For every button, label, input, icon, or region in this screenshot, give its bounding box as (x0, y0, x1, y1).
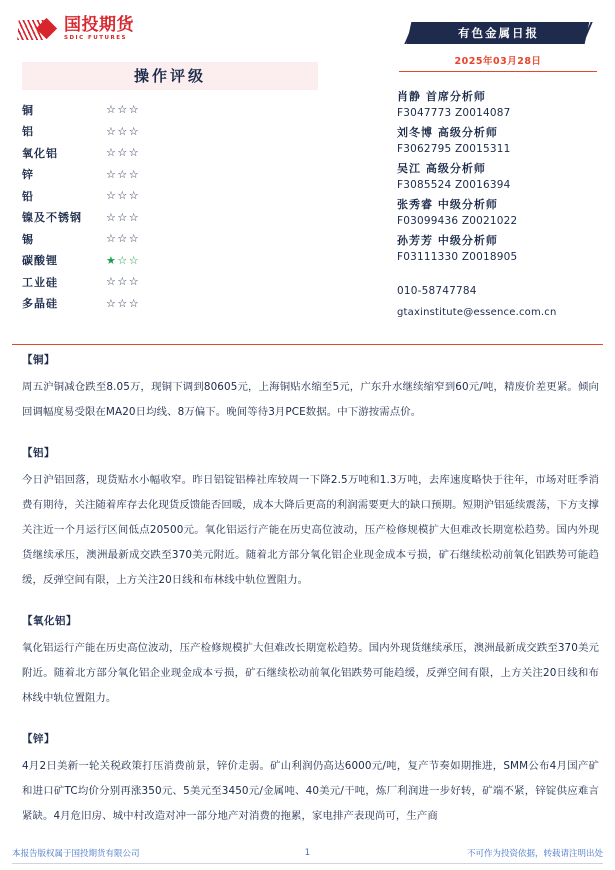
analyst-license-code: F03111330 Z0018905 (397, 251, 518, 263)
operation-rating-panel (22, 62, 318, 314)
rating-metal-name: 镍及不锈钢 (22, 211, 82, 225)
rating-metal-name: 氧化铝 (22, 146, 58, 160)
report-section (22, 445, 599, 593)
rating-row (22, 293, 318, 315)
star-hollow-icon: ☆ (128, 296, 141, 310)
section-paragraph: 氧化铝运行产能在历史高位波动，压产检修规模扩大但难改长期宽松趋势。国内外现货继续承压，澳洲最新成交跌至370美元附近。随着北方部分氧化铝企业现金成本亏损，矿石继续松动前氧化铝跌势可能趋缓，反弹空间有限，上方关注20日线和布林线中轨位置阻力。 (22, 642, 599, 704)
star-hollow-icon: ☆ (117, 275, 129, 289)
star-hollow-icon: ☆ (128, 232, 141, 246)
company-logo (18, 17, 134, 42)
analyst-name: 孙芳芳 中级分析师 (397, 234, 498, 247)
rating-row (22, 207, 318, 229)
star-hollow-icon: ☆ (106, 210, 118, 224)
rating-metal-name: 铝 (22, 125, 34, 139)
section-heading: 【铜】 (22, 354, 55, 366)
star-hollow-icon: ☆ (106, 232, 118, 246)
star-hollow-icon: ☆ (128, 103, 141, 117)
rating-stars (106, 275, 140, 288)
rating-stars (106, 189, 140, 202)
star-hollow-icon: ☆ (128, 275, 141, 289)
report-date: 2025年03月28日 (399, 53, 597, 72)
star-hollow-icon: ☆ (128, 167, 141, 181)
rating-stars (106, 168, 140, 181)
rating-row-list (22, 99, 318, 314)
star-hollow-icon: ☆ (117, 210, 129, 224)
star-hollow-icon: ☆ (117, 189, 129, 203)
badge-right-tick (581, 22, 592, 44)
report-section (22, 613, 599, 711)
rating-metal-name: 铅 (22, 189, 34, 203)
rating-metal-name: 工业硅 (22, 275, 58, 289)
rating-stars (106, 297, 140, 310)
analyst-license-code: F3047773 Z0014087 (397, 107, 511, 119)
logo-name-en: SDIC FUTURES (64, 35, 127, 41)
analyst-name: 吴江 高级分析师 (397, 162, 486, 175)
logo-text (64, 17, 134, 42)
star-hollow-icon: ☆ (128, 210, 141, 224)
analyst-license-code: F3062795 Z0015311 (397, 143, 511, 155)
rating-metal-name: 锌 (22, 168, 34, 182)
report-title-block (399, 22, 597, 72)
rating-metal-name: 多晶硅 (22, 297, 58, 311)
star-hollow-icon: ☆ (106, 124, 118, 138)
section-heading: 【氧化铝】 (22, 615, 77, 627)
report-body (22, 352, 599, 844)
rating-row (22, 164, 318, 186)
rating-panel-title: 操作评级 (22, 62, 318, 90)
analyst-license-code: F3085524 Z0016394 (397, 179, 511, 191)
star-hollow-icon: ☆ (128, 189, 141, 203)
star-hollow-icon: ☆ (106, 189, 118, 203)
contact-phone[interactable]: 010-58747784 (397, 285, 477, 297)
rating-stars (106, 211, 140, 224)
star-hollow-icon: ☆ (106, 167, 118, 181)
rating-row (22, 228, 318, 250)
star-hollow-icon: ☆ (117, 124, 129, 138)
rating-row (22, 185, 318, 207)
rating-row (22, 142, 318, 164)
section-paragraph: 4月2日美新一轮关税政策打压消费前景，锌价走弱。矿山利润仍高达6000元/吨，复产节奏如期推进，SMM公布4月国产矿和进口矿TC均价分别再涨350元、5美元至3450元/金属吨、40美元/干吨，炼厂利润进一步好转，矿端不紧，锌锭供应难言紧缺。4月危旧房、城中村改造对冲一部分地产对消费的拖累，家电排产表现尚可，生产商 (22, 760, 599, 822)
star-hollow-icon: ☆ (117, 232, 129, 246)
star-hollow-icon: ☆ (106, 275, 118, 289)
contact-email[interactable]: gtaxinstitute@essence.com.cn (397, 307, 557, 318)
rating-row (22, 250, 318, 272)
page-header (0, 0, 615, 67)
rating-stars (106, 254, 140, 267)
star-hollow-icon: ☆ (128, 124, 141, 138)
badge-left-tick (404, 22, 415, 44)
page-footer (12, 843, 603, 864)
rating-row (22, 271, 318, 293)
section-heading: 【铝】 (22, 447, 55, 459)
star-hollow-icon: ☆ (117, 296, 129, 310)
analyst-license-code: F03099436 Z0021022 (397, 215, 518, 227)
rating-stars (106, 232, 140, 245)
star-hollow-icon: ☆ (117, 167, 129, 181)
star-hollow-icon: ☆ (117, 146, 129, 160)
star-filled-icon: ★ (106, 253, 118, 267)
section-paragraph: 今日沪铝回落，现货贴水小幅收窄。昨日铝锭铝棒社库较周一下降2.5万吨和1.3万吨，去库速度略快于往年，市场对旺季消费有期待，关注随着库存去化现货反馈能否回暖，成本大降后更高的利润需要更大的缺口预期。短期沪铝延续震荡，下方支撑关注近一个月运行区间低点20500元。氧化铝运行产能在历史高位波动，压产检修规模扩大但难改长期宽松趋势。国内外现货继续承压，澳洲最新成交跌至370美元附近。随着北方部分氧化铝企业现金成本亏损，矿石继续松动前氧化铝跌势可能趋缓，反弹空间有限，上方关注20日线和布林线中轨位置阻力。 (22, 474, 599, 586)
rating-stars (106, 103, 140, 116)
analyst-list (397, 85, 597, 321)
analyst-name: 张秀睿 中级分析师 (397, 198, 498, 211)
analyst-name: 肖静 首席分析师 (397, 90, 486, 103)
rating-row (22, 121, 318, 143)
rating-metal-name: 碳酸锂 (22, 254, 58, 268)
footer-disclaimer: 不可作为投资依据，转载请注明出处 (466, 849, 603, 859)
star-hollow-icon: ☆ (117, 103, 129, 117)
star-hollow-icon: ☆ (128, 146, 141, 160)
rating-stars (106, 146, 140, 159)
star-hollow-icon: ☆ (106, 296, 118, 310)
report-section (22, 731, 599, 829)
rating-stars (106, 125, 140, 138)
logo-diamond-icon (18, 18, 60, 42)
footer-copyright: 本报告版权属于国投期货有限公司 (12, 849, 140, 859)
section-heading: 【锌】 (22, 733, 55, 745)
star-hollow-icon: ☆ (128, 253, 141, 267)
logo-name-cn: 国投期货 (64, 15, 134, 35)
star-hollow-icon: ☆ (117, 253, 129, 267)
report-title-text: 有色金属日报 (457, 26, 539, 40)
star-hollow-icon: ☆ (106, 103, 118, 117)
report-title-badge (407, 22, 590, 44)
rating-metal-name: 铜 (22, 103, 34, 117)
header-divider (12, 344, 603, 345)
footer-page-number: 1 (304, 848, 311, 858)
analyst-name: 刘冬博 高级分析师 (397, 126, 498, 139)
report-section (22, 352, 599, 425)
analyst-entries (397, 89, 597, 265)
rating-row (22, 99, 318, 121)
section-paragraph: 周五沪铜减仓跌至8.05万，现铜下调到80605元，上海铜贴水缩至5元，广东升水继续缩窄到60元/吨，精废价差更紧。倾向回调幅度易受限在MA20日均线、8万偏下。晚间等待3月PCE数据。中下游按需点价。 (22, 381, 599, 418)
star-hollow-icon: ☆ (106, 146, 118, 160)
rating-metal-name: 锡 (22, 232, 34, 246)
